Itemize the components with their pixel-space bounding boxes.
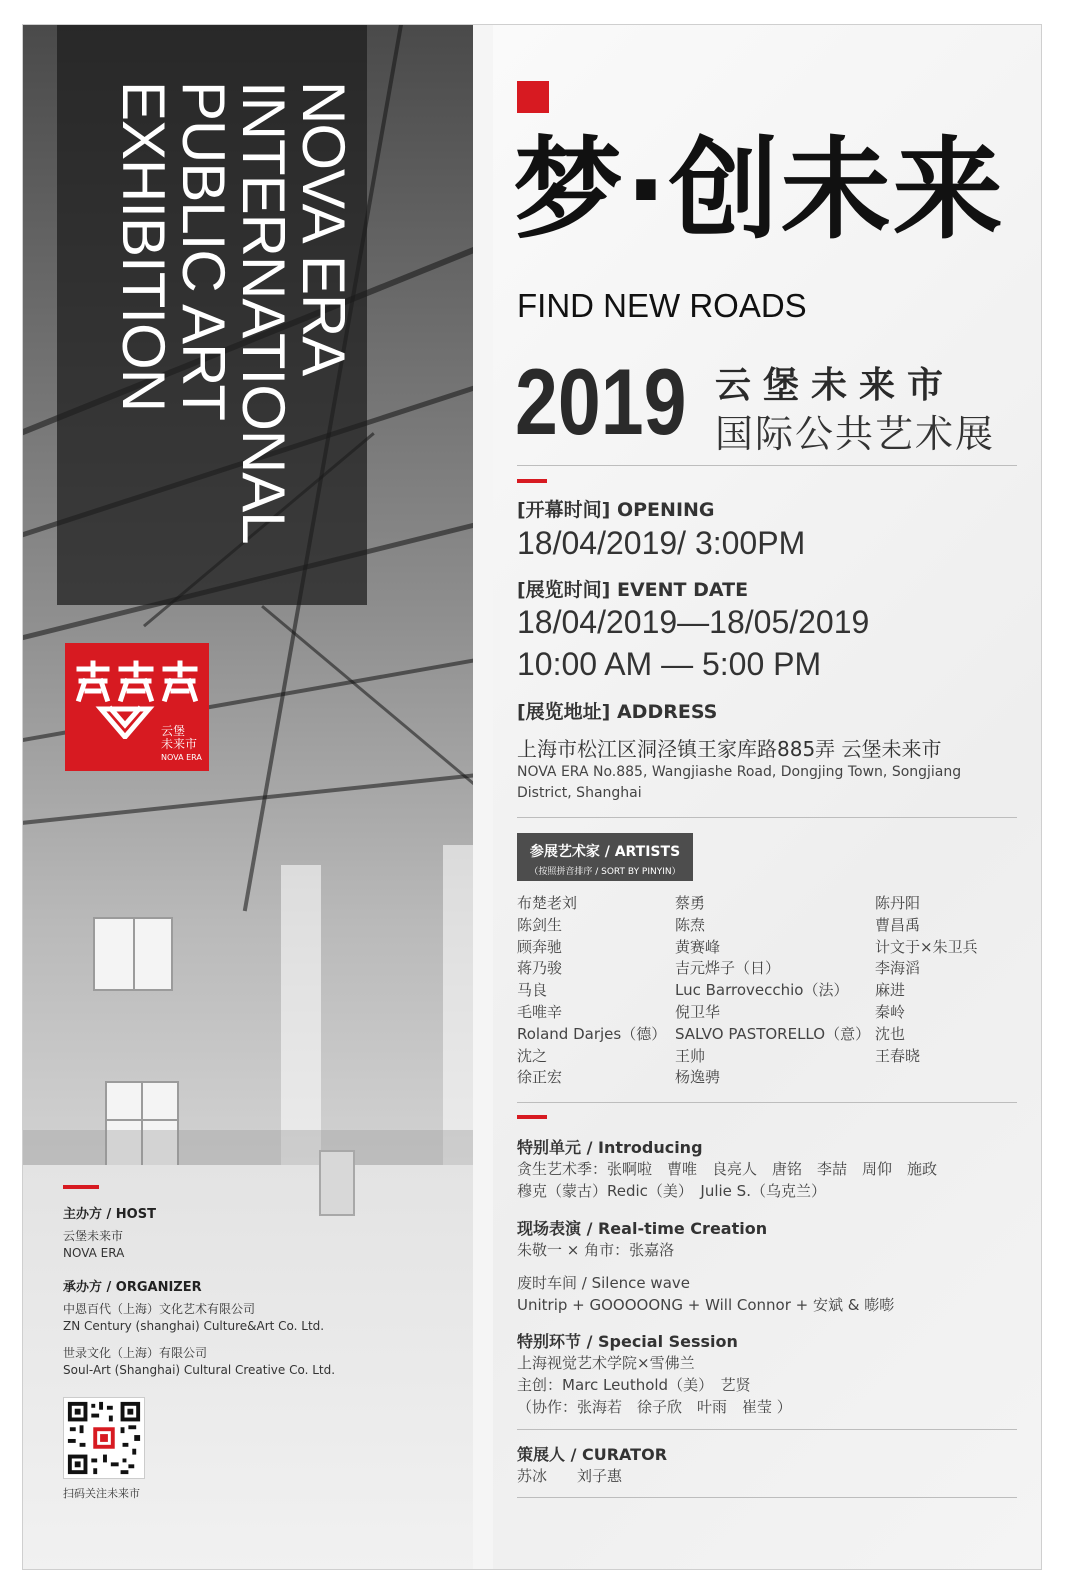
- subtitle-venue: 云堡未来市: [715, 365, 956, 406]
- list-item: 王帅: [675, 1046, 706, 1065]
- artists-column-2: [675, 893, 870, 1089]
- list-item: 顾奔驰: [517, 937, 563, 956]
- vertical-title-line-4: EXHIBITION: [110, 81, 177, 412]
- event-dates: 18/04/2019—18/05/2019: [517, 604, 870, 640]
- list-item: 马良: [517, 981, 548, 1000]
- list-item: 王春晓: [875, 1046, 921, 1065]
- chinese-title: 梦·创未来: [513, 126, 1005, 254]
- list-item: 杨逸骋: [675, 1068, 721, 1087]
- divider: [517, 1429, 1017, 1430]
- list-item: 李海滔: [875, 959, 921, 978]
- english-title: FIND NEW ROADS: [517, 287, 807, 324]
- list-item: 毛唯辛: [517, 1002, 563, 1021]
- list-item: 黄赛峰: [675, 937, 721, 956]
- qr-caption: 扫码关注未来市: [63, 1487, 140, 1500]
- opening-label: [开幕时间] OPENING: [517, 499, 715, 521]
- vertical-title-line-1: NOVA ERA: [290, 81, 357, 376]
- host-panel: [63, 1185, 463, 1500]
- divider: [517, 1102, 1017, 1103]
- vertical-title-line-3: PUBLIC ART: [170, 81, 237, 421]
- list-item: 倪卫华: [675, 1002, 721, 1021]
- artists-sort-note: （按照拼音排序 / SORT BY PINYIN）: [529, 867, 681, 877]
- list-item: SALVO PASTORELLO（意）: [675, 1024, 871, 1043]
- divider: [517, 465, 1017, 466]
- list-item: Luc Barrovecchio（法）: [675, 981, 849, 1000]
- nova-era-logo: [65, 643, 209, 771]
- list-item: 秦岭: [875, 1002, 906, 1021]
- subtitle-exhibition: 国际公共艺术展: [715, 412, 996, 456]
- logo-en-text: NOVA ERA: [161, 753, 202, 762]
- introducing-line-1: 贪生艺术季：张啊啦 曹唯 良亮人 唐铭 李喆 周仰 施政: [517, 1160, 938, 1178]
- list-item: 吉元烨子（日）: [675, 959, 781, 978]
- list-item: 沈之: [517, 1046, 548, 1065]
- red-tick: [517, 1115, 547, 1119]
- list-item: 陈剑生: [517, 915, 563, 934]
- host-line-en: NOVA ERA: [63, 1246, 125, 1260]
- host-accent-dash: [63, 1185, 99, 1189]
- list-item: 蒋乃骏: [517, 959, 563, 978]
- realtime-line-1: 朱敬一 × 角市：张嘉洛: [517, 1241, 675, 1259]
- artists-column-3: [875, 893, 978, 1067]
- special-session-line-2: 主创：Marc Leuthold（美） 艺贤: [517, 1376, 751, 1394]
- organizer-line-4: Soul-Art (Shanghai) Cultural Creative Co. Ltd.: [63, 1363, 336, 1377]
- vertical-title-line-2: INTERNATIONAL: [230, 81, 297, 544]
- qr-code-icon[interactable]: [63, 1397, 145, 1479]
- realtime-line-3: Unitrip + GOOOOONG + Will Connor + 安斌 & 嘭嘭: [517, 1296, 895, 1314]
- special-session-line-1: 上海视觉艺术学院×雪佛兰: [517, 1354, 695, 1372]
- list-item: 麻进: [875, 981, 906, 1000]
- address-label: [展览地址] ADDRESS: [517, 701, 718, 723]
- event-hours: 10:00 AM — 5:00 PM: [517, 646, 822, 682]
- list-item: 布楚老刘: [517, 894, 578, 912]
- artists-heading-box: [517, 833, 693, 881]
- artists-title: 参展艺术家 / ARTISTS: [529, 844, 681, 860]
- list-item: 曹昌禹: [875, 915, 921, 934]
- special-session-line-3: （协作：张海若 徐子欣 叶雨 崔莹 ）: [517, 1398, 792, 1416]
- year: 2019: [515, 349, 687, 454]
- list-item: 徐正宏: [517, 1068, 563, 1087]
- special-session-heading: 特别环节 / Special Session: [517, 1332, 738, 1351]
- introducing-heading: 特别单元 / Introducing: [517, 1138, 703, 1157]
- info-column: [493, 25, 1042, 1570]
- organizer-line-1: 中恩百代（上海）文化艺术有限公司: [63, 1302, 256, 1316]
- list-item: 蔡勇: [675, 894, 706, 912]
- organizer-heading: 承办方 / ORGANIZER: [63, 1280, 202, 1295]
- realtime-line-2: 废时车间 / Silence wave: [517, 1274, 690, 1292]
- list-item: 陈丹阳: [875, 894, 921, 912]
- curator-names: 苏冰 刘子惠: [517, 1467, 623, 1485]
- upper-window: [93, 917, 173, 991]
- opening-value: 18/04/2019/ 3:00PM: [517, 525, 806, 561]
- curator-heading: 策展人 / CURATOR: [517, 1445, 668, 1464]
- host-heading: 主办方 / HOST: [63, 1207, 156, 1222]
- list-item: 计文于×朱卫兵: [875, 937, 978, 956]
- exhibition-poster: [22, 24, 1042, 1570]
- event-date-label: [展览时间] EVENT DATE: [517, 579, 749, 601]
- address-english: NOVA ERA No.885, Wangjiashe Road, Dongjing Town, Songjiang District, Shanghai: [517, 764, 962, 801]
- organizer-line-2: ZN Century (shanghai) Culture&Art Co. Ltd.: [63, 1319, 325, 1333]
- list-item: 沈也: [875, 1024, 906, 1043]
- organizer-line-3: 世录文化（上海）有限公司: [63, 1346, 208, 1360]
- realtime-heading: 现场表演 / Real-time Creation: [517, 1219, 768, 1238]
- logo-cn-text: 云堡 未来市: [161, 724, 198, 751]
- accent-square: [517, 81, 549, 113]
- title-band: [57, 25, 367, 605]
- host-line-cn: 云堡未来市: [63, 1229, 124, 1243]
- red-tick: [517, 479, 547, 483]
- list-item: 陈焘: [675, 915, 706, 934]
- address-chinese: 上海市松江区洞泾镇王家库路885弄 云堡未来市: [517, 737, 942, 761]
- divider: [517, 1497, 1017, 1498]
- artists-column-1: [517, 893, 666, 1089]
- introducing-line-2: 穆克（蒙古）Redic（美） Julie S.（乌克兰）: [517, 1182, 826, 1200]
- warehouse-photo: [23, 25, 473, 1570]
- divider: [517, 817, 1017, 818]
- list-item: Roland Darjes（德）: [517, 1024, 667, 1043]
